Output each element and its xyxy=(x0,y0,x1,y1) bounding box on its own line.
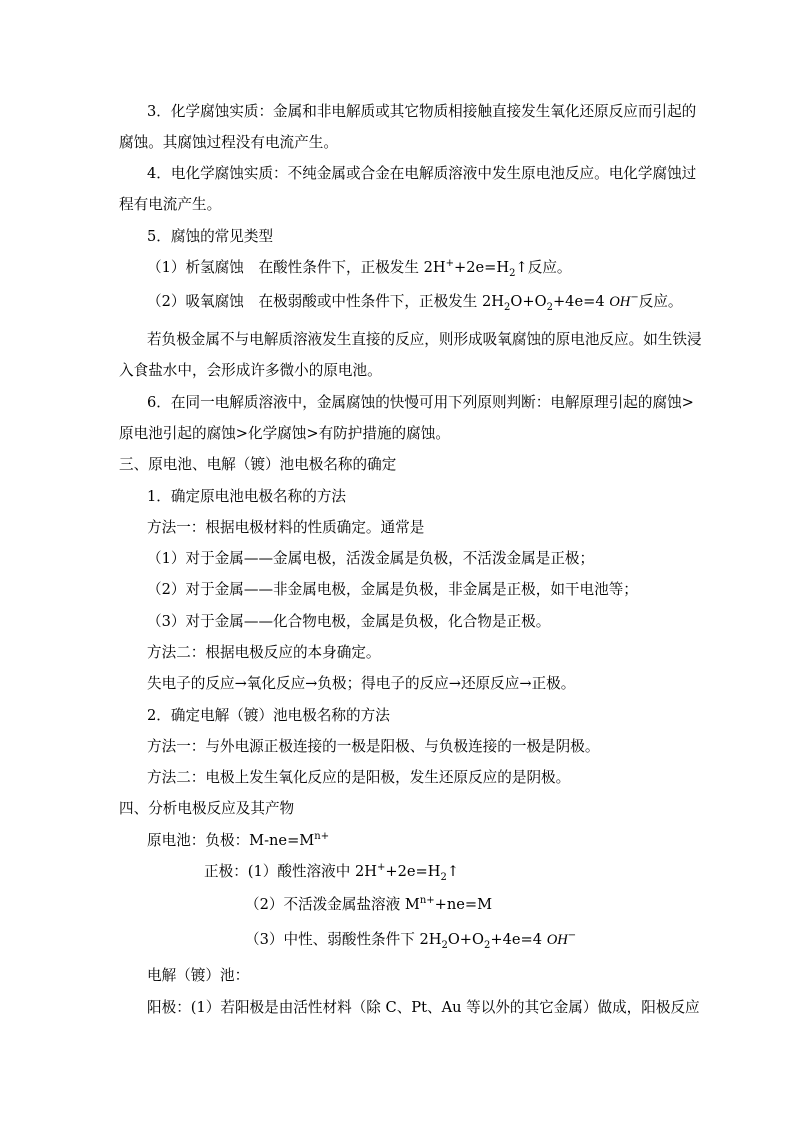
subheading-electrolysis-electrode: 2．确定电解（镀）池电极名称的方法 xyxy=(147,707,390,724)
method-two: 方法二：根据电极反应的本身确定。 xyxy=(147,644,381,661)
paragraph-electrochemical-corrosion: 4．电化学腐蚀实质：不纯金属或合金在电解质溶液中发生原电池反应。电化学腐蚀过 xyxy=(147,165,697,182)
electrolysis-label: 电解（镀）池： xyxy=(147,967,250,984)
galvanic-positive-acid: 正极：(1）酸性溶液中 $2H^++2e=H_2↑$ xyxy=(204,862,460,883)
paragraph-chemical-corrosion: 3．化学腐蚀实质：金属和非电解质或其它物质相接触直接发生氧化还原反应而引起的 xyxy=(147,103,697,120)
section-heading-4: 四、分析电极反应及其产物 xyxy=(119,800,295,817)
galvanic-positive-salt: （2）不活泼金属盐溶液 $M^{n+}+ne=M$ xyxy=(245,895,493,913)
paragraph-negative-metal: 若负极金属不与电解质溶液发生直接的反应，则形成吸氧腐蚀的原电池反应。如生铁浸 xyxy=(147,331,702,348)
electrolysis-method-two: 方法二：电极上发生氧化反应的是阳极，发生还原反应的是阴极。 xyxy=(147,769,571,786)
subheading-galvanic-electrode: 1．确定原电池电极名称的方法 xyxy=(147,488,347,505)
item-hydrogen-corrosion: （1）析氢腐蚀 在酸性条件下，正极发生 $2H^++2e=H_2↑$反应。 xyxy=(147,258,572,279)
item-metal-compound: （3）对于金属——化合物电极，金属是负极，化合物是正极。 xyxy=(147,613,551,630)
method-one: 方法一：根据电极材料的性质确定。通常是 xyxy=(147,519,425,536)
paragraph-electrochemical-corrosion-cont: 程有电流产生。 xyxy=(119,196,222,213)
reaction-rule: 失电子的反应→氧化反应→负极；得电子的反应→还原反应→正极。 xyxy=(147,675,576,692)
paragraph-corrosion-rate-cont: 原电池引起的腐蚀>化学腐蚀>有防护措施的腐蚀。 xyxy=(119,425,450,442)
paragraph-corrosion-rate: 6．在同一电解质溶液中，金属腐蚀的快慢可用下列原则判断：电解原理引起的腐蚀> xyxy=(147,394,694,411)
anode-rule: 阳极：(1）若阳极是由活性材料（除 C、Pt、Au 等以外的其它金属）做成，阳极反应 xyxy=(147,999,700,1016)
electrolysis-method-one: 方法一：与外电源正极连接的一极是阳极、与负极连接的一极是阴极。 xyxy=(147,738,600,755)
heading-corrosion-types: 5．腐蚀的常见类型 xyxy=(147,228,274,245)
item-metal-nonmetal: （2）对于金属——非金属电极，金属是负极，非金属是正极，如干电池等； xyxy=(147,581,638,598)
paragraph-chemical-corrosion-cont: 腐蚀。其腐蚀过程没有电流产生。 xyxy=(119,134,338,151)
item-metal-metal: （1）对于金属——金属电极，活泼金属是负极，不活泼金属是正极； xyxy=(147,550,595,567)
paragraph-negative-metal-cont: 入食盐水中，会形成许多微小的原电池。 xyxy=(119,362,382,379)
item-oxygen-corrosion: （2）吸氧腐蚀 在极弱酸或中性条件下，正极发生 $2H_2O+O_2+4e=4$ OH−反应。 xyxy=(147,292,683,313)
galvanic-positive-neutral: （3）中性、弱酸性条件下 $2H_2O+O_2+4e=4$ OH− xyxy=(245,930,577,951)
galvanic-negative: 原电池：负极：$M-ne=M^{n+}$ xyxy=(147,831,330,849)
section-heading-3: 三、原电池、电解（镀）池电极名称的确定 xyxy=(119,456,397,473)
